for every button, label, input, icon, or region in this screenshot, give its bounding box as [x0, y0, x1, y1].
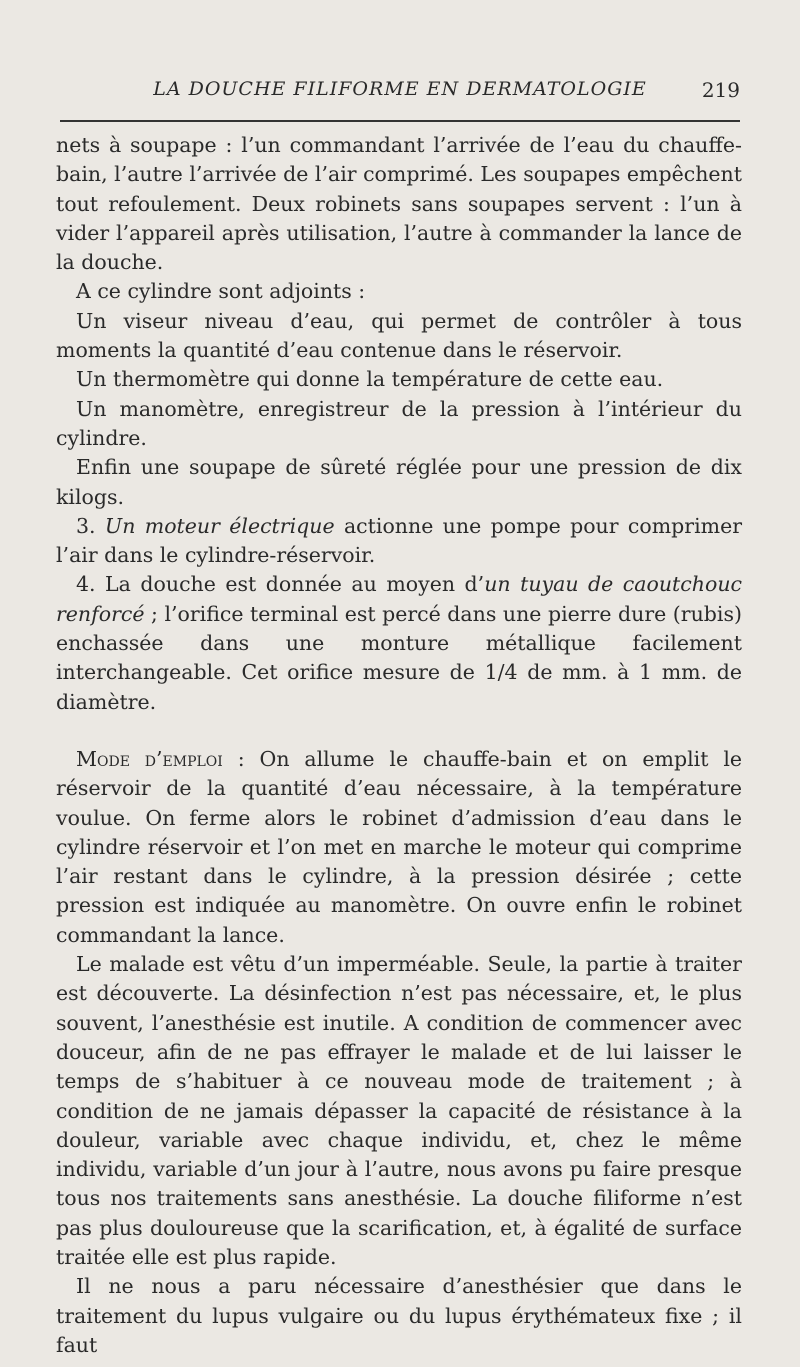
paragraph-item-3 — [56, 512, 742, 571]
emphasis: Un moteur électrique — [104, 513, 335, 538]
paragraph: Un viseur niveau d’eau, qui permet de contrôler à tous moments la quantité d’eau contenue dans le réservoir. — [56, 308, 742, 363]
paragraph-text: actionne une pompe pour comprimer l’air dans le cylindre-réservoir. — [56, 513, 743, 568]
header-rule — [60, 120, 740, 122]
paragraph-text: 4. La douche est donnée au moyen d’ — [76, 572, 485, 597]
paragraph-text: : On allume le chauffe-bain et on emplit le réservoir de la quantité d’eau nécessaire, à la température voulue. On ferme alors le robinet d’admission d’eau dans le cylindre réservoir et l’on met en marche le moteur qui comprime l’air restant dans le cylindre, à la pression désirée ; cette pression est indiquée au manomètre. On ouvre enfin le robinet commandant la lance. — [56, 746, 743, 947]
emphasis: un tuyau de caoutchouc renforcé — [56, 572, 742, 626]
paragraph-item-4 — [56, 570, 742, 716]
paragraph-text: ; l’orifice terminal est percé dans une pierre dure (rubis) enchassée dans une monture métallique facilement interchangeable. Cet orifice mesure de 1/4 de mm. à 1 mm. de diamètre. — [56, 601, 742, 714]
paragraph: Le malade est vêtu d’un imperméable. Seule, la partie à traiter est découverte. La désinfection n’est pas nécessaire, et, le plus souvent, l’anesthésie est inutile. A condition de commencer avec douceur, afin de ne pas effrayer le malade et de lui laisser le temps de s’habituer à ce nouveau mode de traitement ; à condition de ne jamais dépasser la capacité de résistance à la douleur, variable avec chaque individu, et, chez le même individu, variable d’un jour à l’autre, nous avons pu faire presque tous nos traitements sans anesthésie. La douche filiforme n’est pas plus douloureuse que la scarification, et, à égalité de surface traitée elle est plus rapide. — [56, 952, 742, 1269]
paragraph: Un manomètre, enregistreur de la pression à l’intérieur du cylindre. — [56, 396, 742, 450]
paragraph: Un thermomètre qui donne la température de cette eau. — [76, 367, 664, 392]
paragraph: A ce cylindre sont adjoints : — [76, 279, 366, 304]
running-header — [60, 78, 740, 114]
paragraph: nets à soupape : l’un commandant l’arrivée de l’eau du chauffe-bain, l’autre l’arrivée de l’air comprimé. Les soupapes empêchent tout refoulement. Deux robinets sans soupapes servent : l’un à vider l’appareil après utilisation, l’autre à commander la lance de la douche. — [56, 133, 742, 275]
section-lead: Mode d’emploi — [76, 746, 223, 771]
page-number: 219 — [701, 78, 740, 102]
paragraph: Enfin une soupape de sûreté réglée pour une pression de dix kilogs. — [56, 455, 742, 509]
mode-emploi-paragraph — [56, 745, 742, 950]
paragraph-text: 3. — [76, 513, 105, 538]
page-body — [56, 131, 742, 1360]
paragraph: Il ne nous a paru nécessaire d’anesthésier que dans le traitement du lupus vulgaire ou du lupus érythémateux fixe ; il faut — [56, 1274, 742, 1357]
running-title: LA DOUCHE FILIFORME EN DERMATOLOGIE — [153, 78, 647, 100]
